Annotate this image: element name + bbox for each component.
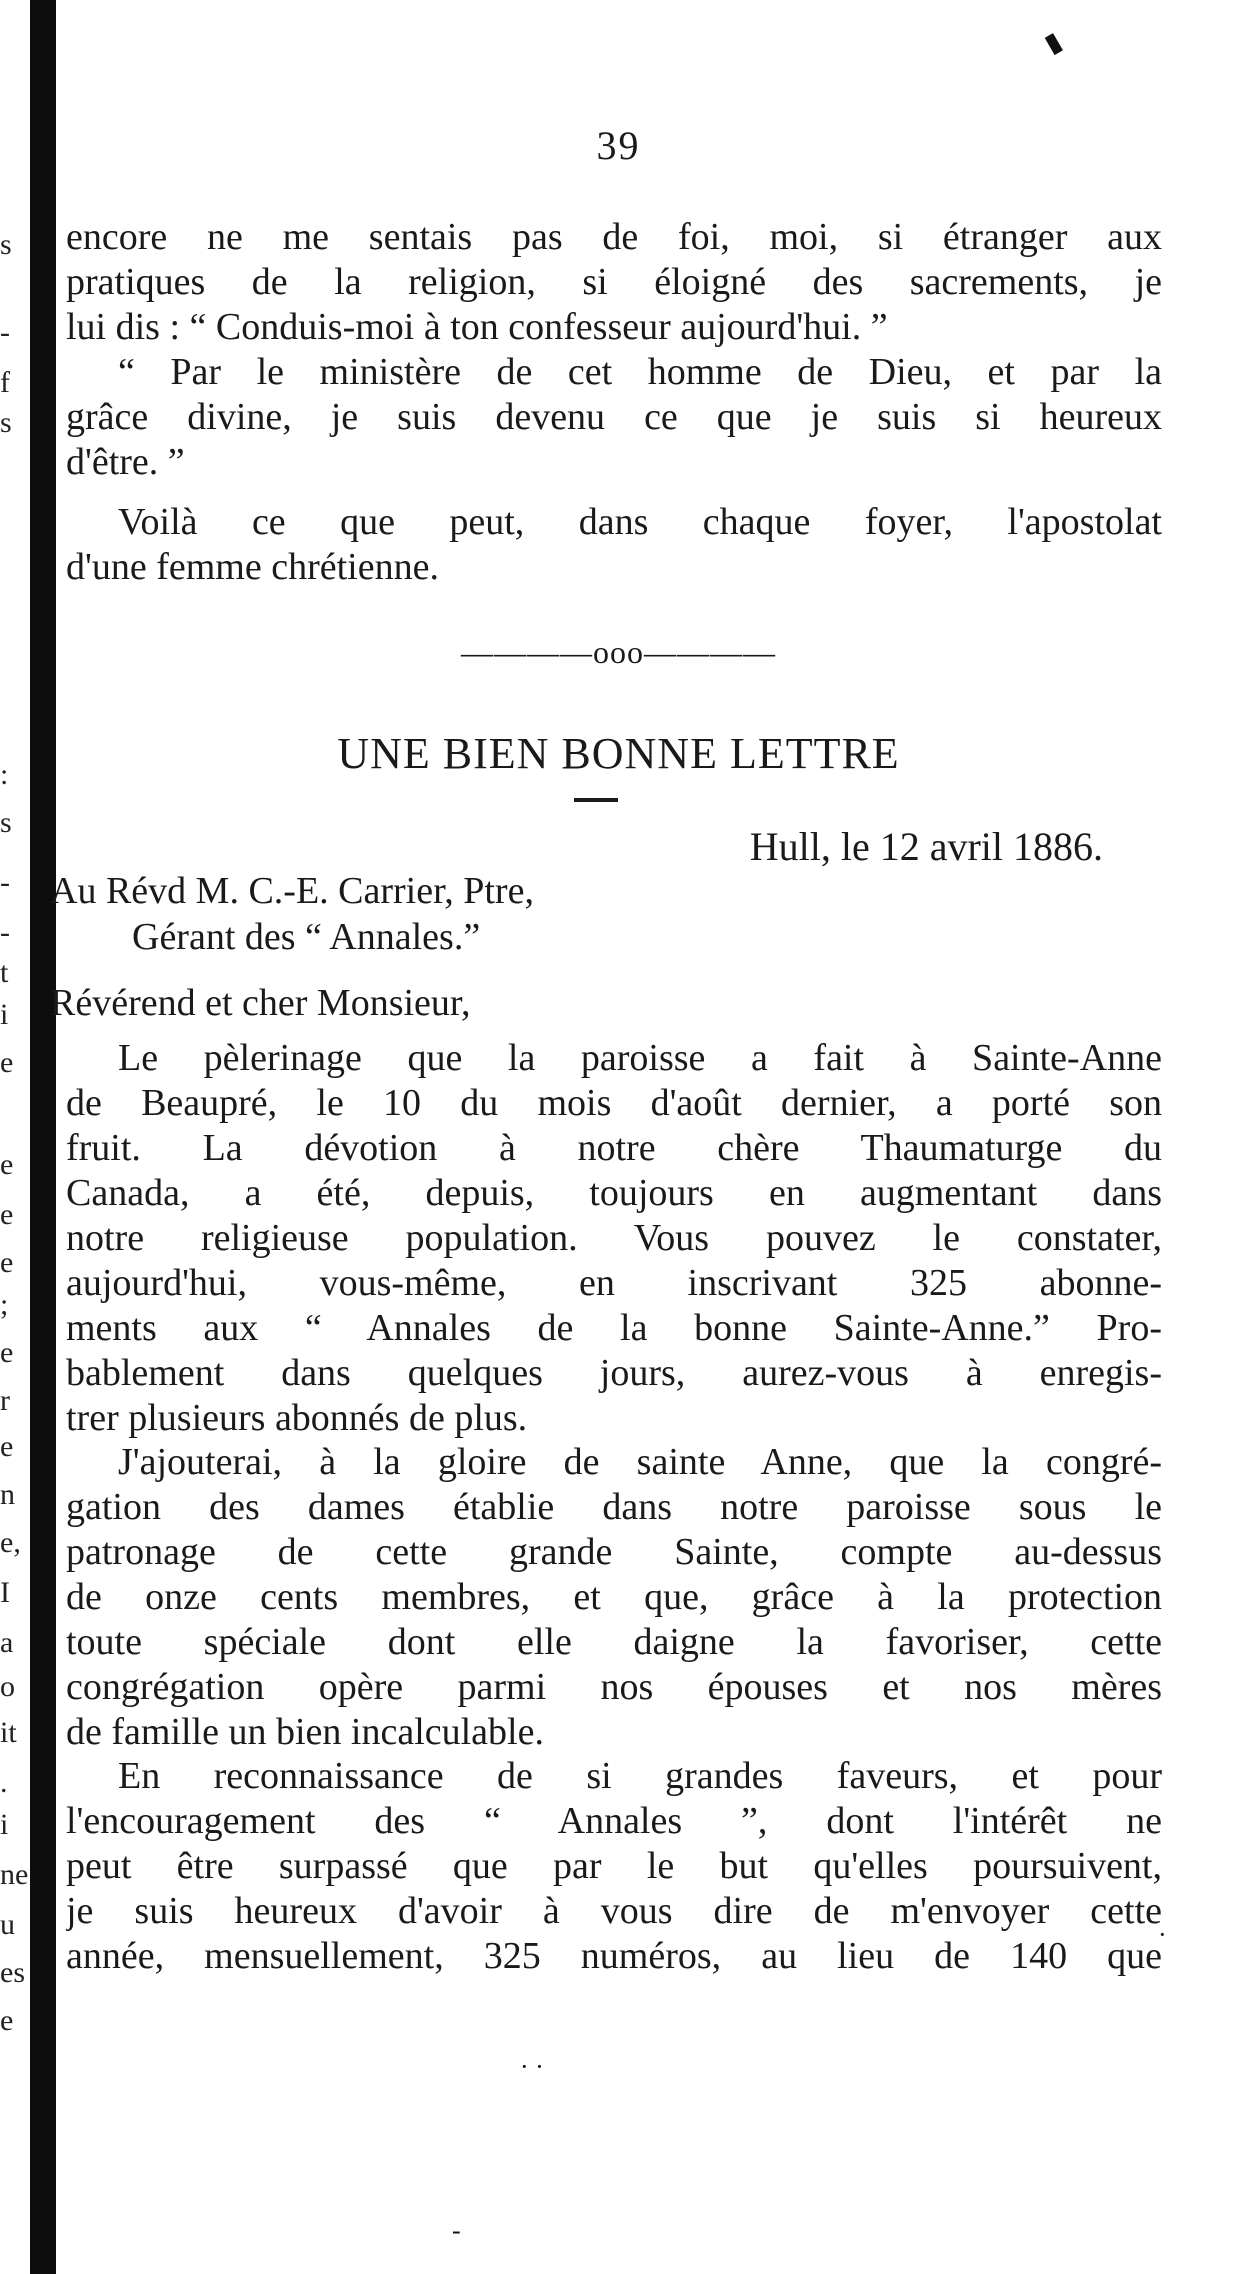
margin-fragment: . (0, 1768, 8, 1798)
text-line: fruit. La dévotion à notre chère Thaumaturge du (66, 1127, 1162, 1169)
margin-fragment: ne (0, 1860, 28, 1890)
text-line: d'être. ” (66, 441, 185, 483)
opening-paragraph-2 (66, 350, 1162, 485)
text-line: ments aux “ Annales de la bonne Sainte-Anne.” Pro- (66, 1307, 1162, 1349)
margin-fragment: it (0, 1718, 17, 1748)
margin-fragment: - (0, 868, 10, 898)
ink-speck: · (1158, 1920, 1167, 1949)
margin-fragment: s (0, 408, 12, 438)
margin-fragment: i (0, 1000, 9, 1030)
opening-paragraph-3 (66, 500, 1162, 590)
text-line: encore ne me sentais pas de foi, moi, si étranger aux (66, 216, 1162, 258)
margin-fragment: u (0, 1910, 15, 1940)
text-line: congrégation opère parmi nos épouses et nos mères (66, 1666, 1162, 1708)
margin-fragment: ; (0, 1290, 9, 1320)
text-line: “ Par le ministère de cet homme de Dieu, et par la (118, 351, 1162, 393)
margin-fragment: r (0, 1386, 10, 1416)
opening-paragraph-1 (66, 215, 1162, 350)
text-line: J'ajouterai, à la gloire de sainte Anne, que la congré- (118, 1441, 1162, 1483)
margin-fragment: I (0, 1578, 10, 1608)
text-line: gation des dames établie dans notre paroisse sous le (66, 1486, 1162, 1528)
text-line: de famille un bien incalculable. (66, 1711, 544, 1753)
text-line: Voilà ce que peut, dans chaque foyer, l'apostolat (118, 501, 1162, 543)
text-line: Le pèlerinage que la paroisse a fait à Sainte-Anne (118, 1037, 1162, 1079)
margin-fragment: i (0, 1810, 9, 1840)
text-line: trer plusieurs abonnés de plus. (66, 1397, 528, 1439)
text-line: je suis heureux d'avoir à vous dire de m'envoyer cette (66, 1890, 1162, 1932)
text-line: notre religieuse population. Vous pouvez le constater, (66, 1217, 1162, 1259)
margin-fragment: n (0, 1480, 15, 1510)
text-line: année, mensuellement, 325 numéros, au lieu de 140 que (66, 1935, 1162, 1977)
text-line: de onze cents membres, et que, grâce à la protection (66, 1576, 1162, 1618)
margin-fragment: f (0, 368, 10, 398)
section-heading: UNE BIEN BONNE LETTRE (337, 729, 900, 778)
text-line: lui dis : “ Conduis-moi à ton confesseur aujourd'hui. ” (66, 306, 888, 348)
heading-rule (574, 798, 618, 802)
margin-fragment: e (0, 1248, 14, 1278)
margin-fragment: - (0, 318, 10, 348)
letter-paragraph-1 (66, 1036, 1162, 1441)
ink-speck: ▮ (1039, 26, 1067, 59)
address-line-1: Au Révd M. C.-E. Carrier, Ptre, (50, 870, 534, 912)
address-line-2: Gérant des “ Annales.” (132, 916, 481, 958)
margin-fragment: s (0, 808, 12, 838)
margin-fragment: t (0, 958, 9, 988)
letter-paragraph-3 (66, 1754, 1162, 1979)
text-line: peut être surpassé que par le but qu'elles poursuivent, (66, 1845, 1162, 1887)
page-number: 39 (596, 123, 641, 168)
text-line: Canada, a été, depuis, toujours en augmentant dans (66, 1172, 1162, 1214)
margin-fragment: e (0, 1200, 14, 1230)
margin-fragment: e (0, 1432, 14, 1462)
text-line: bablement dans quelques jours, aurez-vous à enregis- (66, 1352, 1162, 1394)
text-line: de Beaupré, le 10 du mois d'août dernier, a porté son (66, 1082, 1162, 1124)
text-line: En reconnaissance de si grandes faveurs, et pour (118, 1755, 1162, 1797)
margin-fragment: o (0, 1672, 15, 1702)
letter-paragraph-2 (66, 1440, 1162, 1755)
section-separator: ————ooo———— (461, 634, 776, 670)
binding-edge (30, 0, 56, 2274)
margin-fragment: - (0, 918, 10, 948)
text-line: patronage de cette grande Sainte, compte au-dessus (66, 1531, 1162, 1573)
ink-speck: ‐ (452, 2216, 461, 2245)
margin-fragment: e (0, 1150, 14, 1180)
margin-fragment: es (0, 1958, 25, 1988)
text-line: aujourd'hui, vous-même, en inscrivant 325 abonne- (66, 1262, 1162, 1304)
margin-fragment: a (0, 1628, 14, 1658)
margin-fragment: e, (0, 1528, 21, 1558)
margin-fragment: e (0, 2006, 14, 2036)
text-line: l'encouragement des “ Annales ”, dont l'intérêt ne (66, 1800, 1162, 1842)
margin-fragment: e (0, 1338, 14, 1368)
text-line: pratiques de la religion, si éloigné des sacrements, je (66, 261, 1162, 303)
letter-dateline: Hull, le 12 avril 1886. (749, 824, 1103, 869)
letter-salutation: Révérend et cher Monsieur, (50, 982, 471, 1024)
letter-address (50, 868, 534, 960)
ink-speck: · · (520, 2052, 544, 2081)
margin-fragment: e (0, 1048, 14, 1078)
text-line: grâce divine, je suis devenu ce que je suis si heureux (66, 396, 1162, 438)
margin-fragment: : (0, 760, 9, 790)
text-line: d'une femme chrétienne. (66, 546, 439, 588)
margin-fragment: s (0, 230, 12, 260)
text-line: toute spéciale dont elle daigne la favoriser, cette (66, 1621, 1162, 1663)
